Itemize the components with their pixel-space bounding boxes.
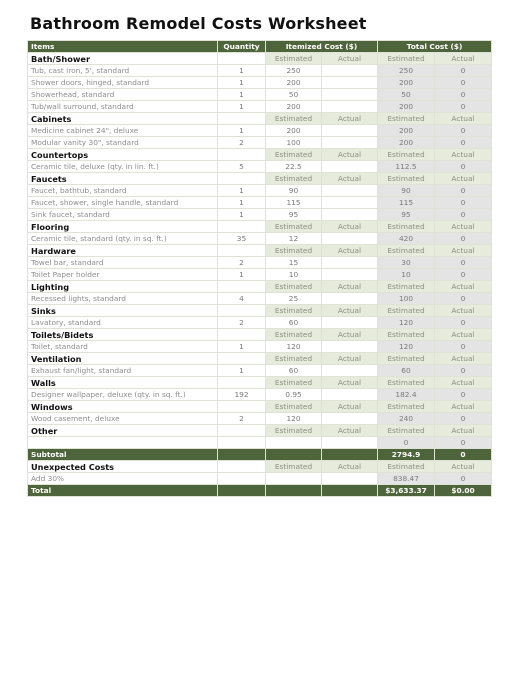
total-actual-label: Actual xyxy=(435,245,492,257)
quantity-cell[interactable]: 1 xyxy=(218,197,266,209)
add-percent-act xyxy=(322,473,378,485)
actual-cost-cell[interactable] xyxy=(322,389,378,401)
total-row xyxy=(28,485,492,497)
subtotal-label: Subtotal xyxy=(28,449,218,461)
unexpected-blank xyxy=(218,461,266,473)
add-percent-label[interactable]: Add 30% xyxy=(28,473,218,485)
item-row xyxy=(28,161,492,173)
category-row xyxy=(28,401,492,413)
total-actual-cell: 0 xyxy=(435,365,492,377)
estimated-cost-cell[interactable]: 10 xyxy=(266,269,322,281)
total-actual-cell: 0 xyxy=(435,293,492,305)
category-blank-cell xyxy=(218,245,266,257)
quantity-cell[interactable]: 1 xyxy=(218,341,266,353)
subtotal-blank xyxy=(218,449,266,461)
total-actual-cell: 0 xyxy=(435,233,492,245)
item-name-cell[interactable]: Designer wallpaper, deluxe (qty. in sq. ft.) xyxy=(28,389,218,401)
estimated-label: Estimated xyxy=(266,425,322,437)
estimated-label: Estimated xyxy=(266,461,322,473)
subtotal-estimated: 2794.9 xyxy=(378,449,435,461)
item-name-cell[interactable]: Tub, cast iron, 5', standard xyxy=(28,65,218,77)
quantity-cell[interactable]: 1 xyxy=(218,209,266,221)
item-row xyxy=(28,437,492,449)
estimated-cost-cell[interactable]: 0.95 xyxy=(266,389,322,401)
item-name-cell[interactable]: Faucet, shower, single handle, standard xyxy=(28,197,218,209)
total-estimated-label: Estimated xyxy=(378,245,435,257)
total-estimated-cell: 30 xyxy=(378,257,435,269)
quantity-cell[interactable]: 2 xyxy=(218,317,266,329)
category-blank-cell xyxy=(218,425,266,437)
category-blank-cell xyxy=(218,401,266,413)
estimated-label: Estimated xyxy=(266,113,322,125)
quantity-cell[interactable]: 1 xyxy=(218,89,266,101)
total-estimated-cell: 182.4 xyxy=(378,389,435,401)
total-actual-cell: 0 xyxy=(435,269,492,281)
quantity-cell[interactable]: 1 xyxy=(218,125,266,137)
quantity-cell[interactable]: 2 xyxy=(218,257,266,269)
quantity-cell[interactable]: 35 xyxy=(218,233,266,245)
estimated-label: Estimated xyxy=(266,401,322,413)
total-estimated-cell: 250 xyxy=(378,65,435,77)
total-estimated-cell: 115 xyxy=(378,197,435,209)
quantity-cell[interactable]: 1 xyxy=(218,365,266,377)
category-row xyxy=(28,305,492,317)
category-name: Walls xyxy=(28,377,218,389)
category-row xyxy=(28,425,492,437)
category-blank-cell xyxy=(218,173,266,185)
item-row xyxy=(28,89,492,101)
quantity-cell[interactable]: 192 xyxy=(218,389,266,401)
total-blank xyxy=(322,485,378,497)
total-cost-header: Total Cost ($) xyxy=(378,41,492,53)
category-blank-cell xyxy=(218,113,266,125)
item-row xyxy=(28,365,492,377)
actual-cost-cell[interactable] xyxy=(322,437,378,449)
total-label: Total xyxy=(28,485,218,497)
total-estimated-cell: 0 xyxy=(378,437,435,449)
total-actual-label: Actual xyxy=(435,377,492,389)
actual-cost-cell[interactable] xyxy=(322,65,378,77)
quantity-cell[interactable]: 1 xyxy=(218,185,266,197)
quantity-cell[interactable]: 1 xyxy=(218,65,266,77)
estimated-label: Estimated xyxy=(266,281,322,293)
item-name-cell[interactable]: Ceramic tile, standard (qty. in sq. ft.) xyxy=(28,233,218,245)
quantity-cell[interactable] xyxy=(218,437,266,449)
quantity-cell[interactable]: 1 xyxy=(218,101,266,113)
subtotal-blank xyxy=(322,449,378,461)
total-actual-label: Actual xyxy=(435,173,492,185)
estimated-label: Estimated xyxy=(266,245,322,257)
category-blank-cell xyxy=(218,305,266,317)
actual-label: Actual xyxy=(322,401,378,413)
unexpected-estimated: 838.47 xyxy=(378,473,435,485)
category-name: Hardware xyxy=(28,245,218,257)
estimated-cost-cell[interactable]: 15 xyxy=(266,257,322,269)
total-actual-cell: 0 xyxy=(435,101,492,113)
actual-cost-cell[interactable] xyxy=(322,77,378,89)
actual-cost-cell[interactable] xyxy=(322,89,378,101)
total-estimated-label: Estimated xyxy=(378,377,435,389)
category-blank-cell xyxy=(218,149,266,161)
estimated-cost-cell[interactable]: 95 xyxy=(266,209,322,221)
total-actual-cell: 0 xyxy=(435,185,492,197)
actual-cost-cell[interactable] xyxy=(322,413,378,425)
item-row xyxy=(28,209,492,221)
actual-cost-cell[interactable] xyxy=(322,125,378,137)
item-name-cell[interactable]: Ceramic tile, deluxe (qty. in lin. ft.) xyxy=(28,161,218,173)
actual-label: Actual xyxy=(322,221,378,233)
category-name: Toilets/Bidets xyxy=(28,329,218,341)
estimated-cost-cell[interactable]: 200 xyxy=(266,125,322,137)
total-actual-cell: 0 xyxy=(435,161,492,173)
total-estimated: $3,633.37 xyxy=(378,485,435,497)
actual-cost-cell[interactable] xyxy=(322,293,378,305)
actual-cost-cell[interactable] xyxy=(322,269,378,281)
category-row xyxy=(28,149,492,161)
total-actual-cell: 0 xyxy=(435,389,492,401)
item-row xyxy=(28,293,492,305)
header-row xyxy=(28,41,492,53)
total-actual-cell: 0 xyxy=(435,65,492,77)
estimated-cost-cell[interactable]: 200 xyxy=(266,101,322,113)
total-actual-cell: 0 xyxy=(435,125,492,137)
total-estimated-cell: 120 xyxy=(378,341,435,353)
estimated-cost-cell[interactable]: 12 xyxy=(266,233,322,245)
actual-label: Actual xyxy=(322,461,378,473)
estimated-cost-cell[interactable] xyxy=(266,437,322,449)
item-name-cell[interactable]: Toilet, standard xyxy=(28,341,218,353)
actual-cost-cell[interactable] xyxy=(322,341,378,353)
actual-cost-cell[interactable] xyxy=(322,233,378,245)
item-name-cell[interactable]: Lavatory, standard xyxy=(28,317,218,329)
estimated-label: Estimated xyxy=(266,173,322,185)
total-estimated-label: Estimated xyxy=(378,401,435,413)
total-estimated-cell: 90 xyxy=(378,185,435,197)
total-actual-cell: 0 xyxy=(435,257,492,269)
actual-label: Actual xyxy=(322,353,378,365)
item-row xyxy=(28,317,492,329)
total-actual-cell: 0 xyxy=(435,317,492,329)
total-actual-cell: 0 xyxy=(435,413,492,425)
item-row xyxy=(28,233,492,245)
estimated-cost-cell[interactable]: 200 xyxy=(266,77,322,89)
subtotal-row xyxy=(28,449,492,461)
cost-worksheet-table xyxy=(27,40,492,497)
category-row xyxy=(28,173,492,185)
actual-cost-cell[interactable] xyxy=(322,185,378,197)
total-estimated-cell: 112.5 xyxy=(378,161,435,173)
category-name: Windows xyxy=(28,401,218,413)
item-row xyxy=(28,389,492,401)
unexpected-actual: 0 xyxy=(435,473,492,485)
category-name: Other xyxy=(28,425,218,437)
total-estimated-cell: 200 xyxy=(378,101,435,113)
total-estimated-label: Estimated xyxy=(378,149,435,161)
quantity-cell[interactable]: 5 xyxy=(218,161,266,173)
total-estimated-label: Estimated xyxy=(378,353,435,365)
total-estimated-label: Estimated xyxy=(378,173,435,185)
total-actual-label: Actual xyxy=(435,401,492,413)
actual-label: Actual xyxy=(322,425,378,437)
category-row xyxy=(28,113,492,125)
item-row xyxy=(28,101,492,113)
actual-cost-cell[interactable] xyxy=(322,137,378,149)
quantity-cell[interactable]: 4 xyxy=(218,293,266,305)
item-name-cell[interactable]: Toilet Paper holder xyxy=(28,269,218,281)
items-header: Items xyxy=(28,41,218,53)
item-name-cell[interactable]: Showerhead, standard xyxy=(28,89,218,101)
total-estimated-label: Estimated xyxy=(378,281,435,293)
category-blank-cell xyxy=(218,53,266,65)
total-estimated-cell: 10 xyxy=(378,269,435,281)
subtotal-blank xyxy=(266,449,322,461)
actual-cost-cell[interactable] xyxy=(322,317,378,329)
total-actual-label: Actual xyxy=(435,53,492,65)
actual-cost-cell[interactable] xyxy=(322,161,378,173)
estimated-label: Estimated xyxy=(266,53,322,65)
category-blank-cell xyxy=(218,221,266,233)
item-name-cell[interactable]: Shower doors, hinged, standard xyxy=(28,77,218,89)
category-row xyxy=(28,53,492,65)
estimated-cost-cell[interactable]: 60 xyxy=(266,317,322,329)
subtotal-actual: 0 xyxy=(435,449,492,461)
item-row xyxy=(28,77,492,89)
total-actual-label: Actual xyxy=(435,461,492,473)
total-estimated-label: Estimated xyxy=(378,329,435,341)
actual-label: Actual xyxy=(322,173,378,185)
estimated-cost-cell[interactable]: 22.5 xyxy=(266,161,322,173)
actual-label: Actual xyxy=(322,113,378,125)
category-row xyxy=(28,329,492,341)
estimated-cost-cell[interactable]: 60 xyxy=(266,365,322,377)
total-estimated-cell: 200 xyxy=(378,77,435,89)
estimated-cost-cell[interactable]: 115 xyxy=(266,197,322,209)
item-row xyxy=(28,65,492,77)
total-estimated-cell: 200 xyxy=(378,125,435,137)
add-percent-est xyxy=(266,473,322,485)
actual-label: Actual xyxy=(322,53,378,65)
estimated-label: Estimated xyxy=(266,377,322,389)
actual-cost-cell[interactable] xyxy=(322,257,378,269)
item-name-cell[interactable]: Faucet, bathtub, standard xyxy=(28,185,218,197)
estimated-cost-cell[interactable]: 250 xyxy=(266,65,322,77)
category-row xyxy=(28,245,492,257)
category-blank-cell xyxy=(218,281,266,293)
worksheet-body xyxy=(28,41,492,497)
actual-cost-cell[interactable] xyxy=(322,365,378,377)
total-estimated-label: Estimated xyxy=(378,113,435,125)
total-actual-cell: 0 xyxy=(435,197,492,209)
category-row xyxy=(28,281,492,293)
total-actual: $0.00 xyxy=(435,485,492,497)
unexpected-costs-row xyxy=(28,461,492,473)
estimated-cost-cell[interactable]: 25 xyxy=(266,293,322,305)
estimated-label: Estimated xyxy=(266,149,322,161)
total-actual-label: Actual xyxy=(435,281,492,293)
itemized-cost-header: Itemized Cost ($) xyxy=(266,41,378,53)
total-estimated-label: Estimated xyxy=(378,53,435,65)
estimated-label: Estimated xyxy=(266,353,322,365)
actual-cost-cell[interactable] xyxy=(322,209,378,221)
item-name-cell[interactable]: Modular vanity 30", standard xyxy=(28,137,218,149)
unexpected-costs-label: Unexpected Costs xyxy=(28,461,218,473)
estimated-label: Estimated xyxy=(266,305,322,317)
quantity-cell[interactable]: 2 xyxy=(218,137,266,149)
item-name-cell[interactable]: Recessed lights, standard xyxy=(28,293,218,305)
total-blank xyxy=(266,485,322,497)
category-name: Countertops xyxy=(28,149,218,161)
total-actual-label: Actual xyxy=(435,329,492,341)
total-actual-cell: 0 xyxy=(435,77,492,89)
item-row xyxy=(28,341,492,353)
quantity-header: Quantity xyxy=(218,41,266,53)
quantity-cell[interactable]: 2 xyxy=(218,413,266,425)
quantity-cell[interactable]: 1 xyxy=(218,77,266,89)
item-row xyxy=(28,125,492,137)
item-name-cell[interactable]: Medicine cabinet 24", deluxe xyxy=(28,125,218,137)
item-name-cell[interactable]: Sink faucet, standard xyxy=(28,209,218,221)
total-actual-label: Actual xyxy=(435,113,492,125)
total-actual-cell: 0 xyxy=(435,89,492,101)
item-row xyxy=(28,413,492,425)
total-actual-label: Actual xyxy=(435,221,492,233)
total-estimated-label: Estimated xyxy=(378,425,435,437)
item-name-cell[interactable]: Tub/wall surround, standard xyxy=(28,101,218,113)
total-actual-label: Actual xyxy=(435,305,492,317)
actual-label: Actual xyxy=(322,281,378,293)
item-name-cell[interactable] xyxy=(28,437,218,449)
category-row xyxy=(28,377,492,389)
category-name: Lighting xyxy=(28,281,218,293)
total-estimated-cell: 95 xyxy=(378,209,435,221)
category-row xyxy=(28,353,492,365)
category-name: Sinks xyxy=(28,305,218,317)
category-name: Ventilation xyxy=(28,353,218,365)
total-actual-cell: 0 xyxy=(435,341,492,353)
item-row xyxy=(28,197,492,209)
total-estimated-cell: 200 xyxy=(378,137,435,149)
category-name: Bath/Shower xyxy=(28,53,218,65)
total-estimated-cell: 120 xyxy=(378,317,435,329)
category-name: Faucets xyxy=(28,173,218,185)
item-name-cell[interactable]: Wood casement, deluxe xyxy=(28,413,218,425)
total-actual-label: Actual xyxy=(435,425,492,437)
estimated-cost-cell[interactable]: 100 xyxy=(266,137,322,149)
item-row xyxy=(28,185,492,197)
total-estimated-cell: 100 xyxy=(378,293,435,305)
item-row xyxy=(28,257,492,269)
total-actual-label: Actual xyxy=(435,149,492,161)
actual-cost-cell[interactable] xyxy=(322,197,378,209)
actual-label: Actual xyxy=(322,377,378,389)
total-estimated-label: Estimated xyxy=(378,221,435,233)
total-blank xyxy=(218,485,266,497)
total-actual-label: Actual xyxy=(435,353,492,365)
estimated-cost-cell[interactable]: 90 xyxy=(266,185,322,197)
total-estimated-label: Estimated xyxy=(378,461,435,473)
item-name-cell[interactable]: Towel bar, standard xyxy=(28,257,218,269)
actual-label: Actual xyxy=(322,245,378,257)
total-estimated-cell: 50 xyxy=(378,89,435,101)
estimated-label: Estimated xyxy=(266,329,322,341)
add-percent-qty xyxy=(218,473,266,485)
estimated-cost-cell[interactable]: 120 xyxy=(266,341,322,353)
estimated-label: Estimated xyxy=(266,221,322,233)
item-row xyxy=(28,269,492,281)
total-actual-cell: 0 xyxy=(435,209,492,221)
add-percent-row xyxy=(28,473,492,485)
actual-label: Actual xyxy=(322,329,378,341)
total-actual-cell: 0 xyxy=(435,437,492,449)
total-estimated-label: Estimated xyxy=(378,305,435,317)
actual-label: Actual xyxy=(322,305,378,317)
category-row xyxy=(28,221,492,233)
total-actual-cell: 0 xyxy=(435,137,492,149)
category-blank-cell xyxy=(218,329,266,341)
estimated-cost-cell[interactable]: 50 xyxy=(266,89,322,101)
estimated-cost-cell[interactable]: 120 xyxy=(266,413,322,425)
total-estimated-cell: 240 xyxy=(378,413,435,425)
actual-cost-cell[interactable] xyxy=(322,101,378,113)
quantity-cell[interactable]: 1 xyxy=(218,269,266,281)
category-name: Flooring xyxy=(28,221,218,233)
category-blank-cell xyxy=(218,353,266,365)
total-estimated-cell: 420 xyxy=(378,233,435,245)
worksheet-title: Bathroom Remodel Costs Worksheet xyxy=(30,14,367,33)
actual-label: Actual xyxy=(322,149,378,161)
category-name: Cabinets xyxy=(28,113,218,125)
total-estimated-cell: 60 xyxy=(378,365,435,377)
item-row xyxy=(28,137,492,149)
category-blank-cell xyxy=(218,377,266,389)
item-name-cell[interactable]: Exhaust fan/light, standard xyxy=(28,365,218,377)
